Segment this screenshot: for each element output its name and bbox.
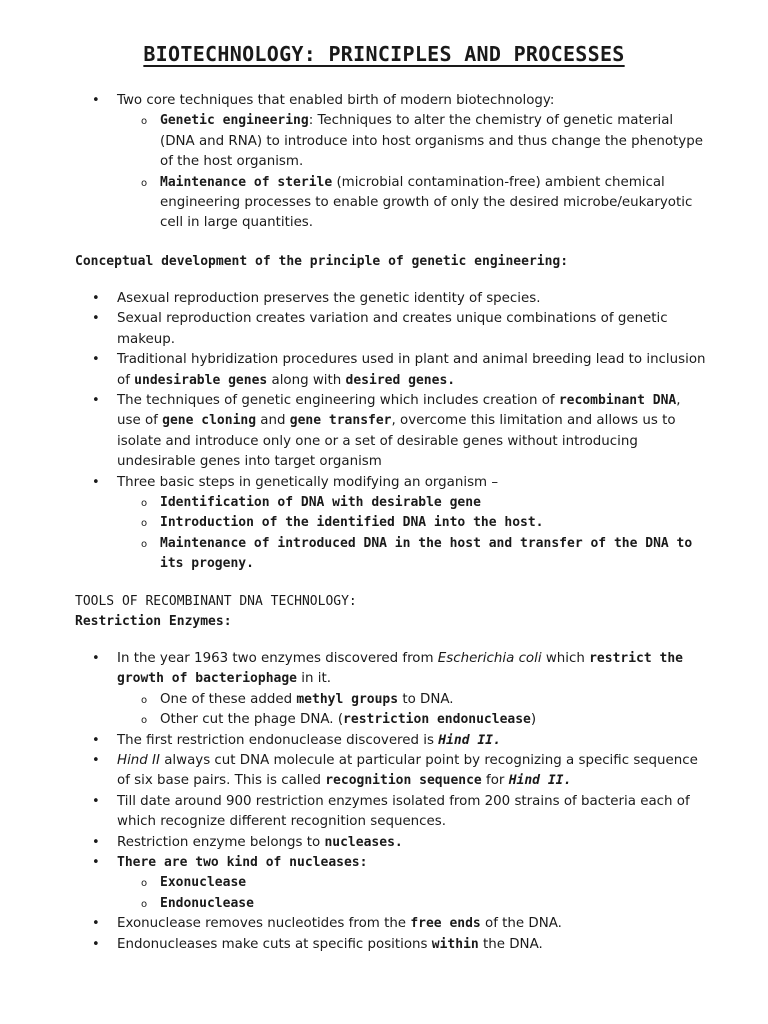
list-item: • Sexual reproduction creates variation and creates unique combinations of genetic makeup.: [75, 309, 707, 350]
sub-list-item: o Genetic engineering: Techniques to alter the chemistry of genetic material (DNA and RNA) to introduce into host organisms and thus change the phenotype of the host organism.: [117, 111, 707, 172]
list-item: • The techniques of genetic engineering which includes creation of recombinant DNA, use of gene cloning and gene transfer, overcome this limitation and allows us to isolate and introduce only one or a set of desirable genes without introducing undesirable genes into target organism: [75, 391, 707, 473]
list-item: • Restriction enzyme belongs to nucleases.: [75, 833, 707, 853]
sub-list-item: o Maintenance of introduced DNA in the host and transfer of the DNA to its progeny.: [117, 534, 707, 575]
sub-list-item: o Introduction of the identified DNA into the host.: [117, 513, 707, 533]
sub-list-item: o Other cut the phage DNA. (restriction endonuclease): [117, 710, 707, 730]
intro-block: [75, 91, 707, 234]
list-item: • In the year 1963 two enzymes discovered from Escherichia coli which restrict the growth of bacteriophage in it.: [75, 649, 707, 690]
list-item: • There are two kind of nucleases:: [75, 853, 707, 873]
sub-list-item: o Exonuclease: [117, 873, 707, 893]
section1-list: [75, 289, 707, 575]
section-heading: TOOLS OF RECOMBINANT DNA TECHNOLOGY:: [75, 594, 357, 609]
list-item: • Two core techniques that enabled birth of modern biotechnology:: [75, 91, 707, 111]
list-item: • The first restriction endonuclease discovered is Hind II.: [75, 731, 707, 751]
list-item: • Till date around 900 restriction enzymes isolated from 200 strains of bacteria each of which recognize different recognition sequences.: [75, 792, 707, 833]
sub-list-item: o Identification of DNA with desirable gene: [117, 493, 707, 513]
list-item: • Traditional hybridization procedures used in plant and animal breeding lead to inclusion of undesirable genes along with desired genes.: [75, 350, 707, 391]
list-item: • Hind II always cut DNA molecule at particular point by recognizing a specific sequence of six base pairs. This is called recognition sequence for Hind II.: [75, 751, 707, 792]
list-item: • Three basic steps in genetically modifying an organism –: [75, 473, 707, 493]
list-item: • Exonuclease removes nucleotides from the free ends of the DNA.: [75, 914, 707, 934]
section2-list: [75, 649, 707, 955]
page-title: BIOTECHNOLOGY: PRINCIPLES AND PROCESSES: [143, 42, 625, 66]
subsection-heading: Restriction Enzymes:: [75, 614, 232, 629]
section-heading: Conceptual development of the principle of genetic engineering:: [75, 254, 569, 269]
sub-list-item: o Maintenance of sterile (microbial contamination-free) ambient chemical engineering processes to enable growth of only the desired microbe/eukaryotic cell in large quantities.: [117, 173, 707, 234]
sub-list-item: o One of these added methyl groups to DNA.: [117, 690, 707, 710]
list-item: • Endonucleases make cuts at specific positions within the DNA.: [75, 935, 707, 955]
sub-list-item: o Endonuclease: [117, 894, 707, 914]
list-item: • Asexual reproduction preserves the genetic identity of species.: [75, 289, 707, 309]
